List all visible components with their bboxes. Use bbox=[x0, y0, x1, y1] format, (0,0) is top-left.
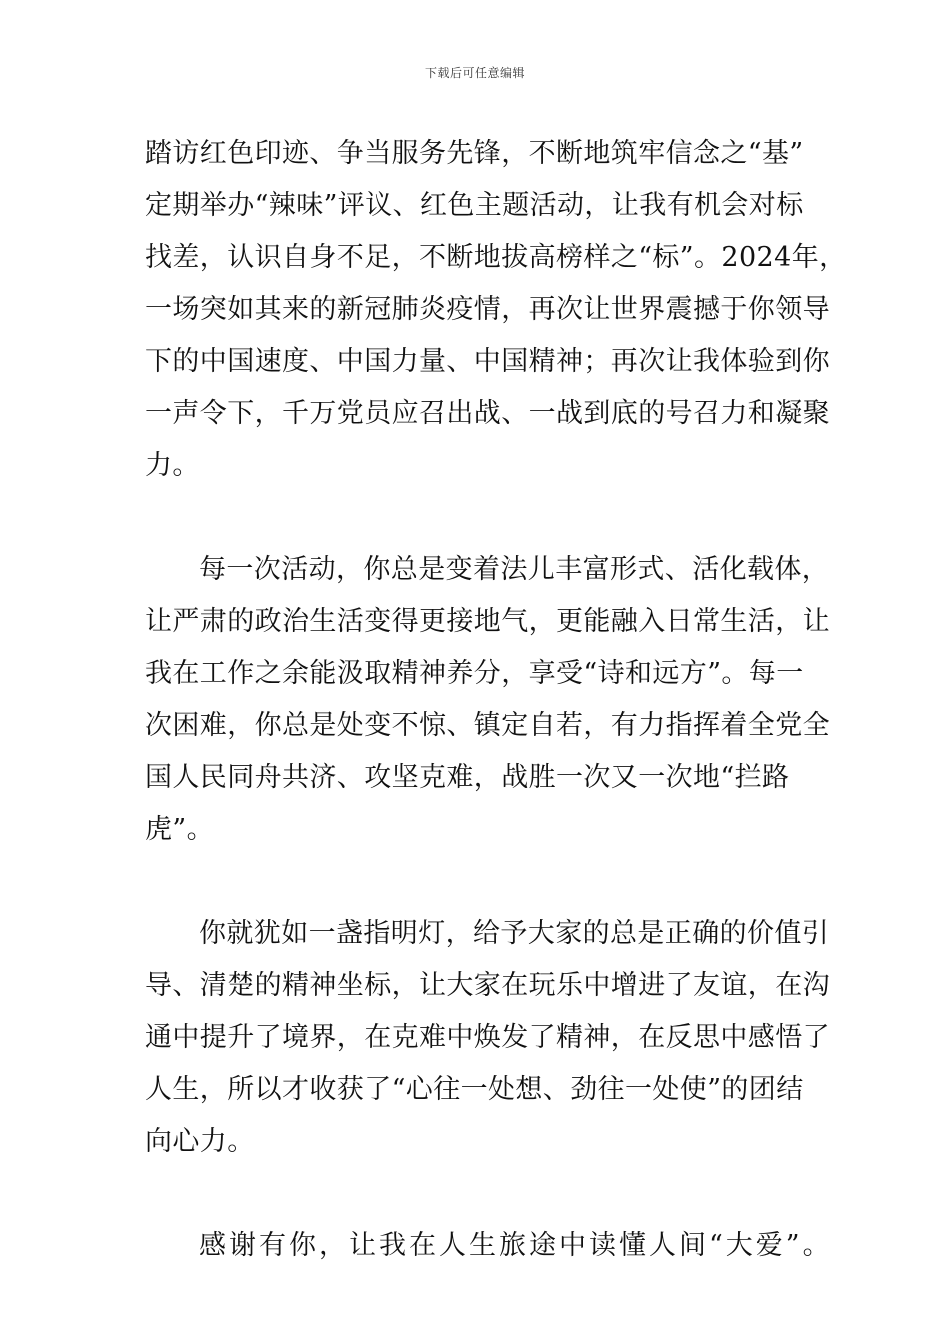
text-line: 人生，所以才收获了“心往一处想、劲往一处使”的团结 bbox=[145, 1074, 804, 1105]
text-line: 一声令下，千万党员应召出战、一战到底的号召力和凝聚 bbox=[145, 398, 830, 429]
paragraph-3 bbox=[145, 908, 830, 1168]
paragraph-spacer bbox=[145, 856, 815, 908]
text-line: 向心力。 bbox=[145, 1126, 255, 1157]
text-line: 每一次活动，你总是变着法儿丰富形式、活化载体， bbox=[199, 554, 830, 585]
text-line: 次困难，你总是处变不惊、镇定自若，有力指挥着全党全 bbox=[145, 710, 830, 741]
text-line: 定期举办“辣味”评议、红色主题活动，让我有机会对标 bbox=[145, 190, 804, 221]
text-line: 我在工作之余能汲取精神养分，享受“诗和远方”。每一 bbox=[145, 658, 804, 689]
text-line-indented bbox=[145, 908, 830, 960]
text-line-indented bbox=[145, 544, 830, 596]
text-line: 国人民同舟共济、攻坚克难，战胜一次又一次地“拦路 bbox=[145, 762, 790, 793]
paragraph-spacer bbox=[145, 1168, 815, 1220]
text-line: 找差，认识自身不足，不断地拔高榜样之“标”。2024年， bbox=[145, 242, 847, 273]
paragraph-1 bbox=[145, 128, 847, 492]
text-line: 通中提升了境界，在克难中焕发了精神，在反思中感悟了 bbox=[145, 1022, 830, 1053]
text-line: 力。 bbox=[145, 450, 200, 481]
text-line: 让严肃的政治生活变得更接地气，更能融入日常生活，让 bbox=[145, 606, 830, 637]
text-line: 导、清楚的精神坐标，让大家在玩乐中增进了友谊，在沟 bbox=[145, 970, 830, 1001]
text-line-indented bbox=[145, 1220, 833, 1272]
document-body bbox=[145, 128, 847, 1272]
paragraph-spacer bbox=[145, 492, 815, 544]
text-line: 下的中国速度、中国力量、中国精神；再次让我体验到你 bbox=[145, 346, 830, 377]
text-line: 一场突如其来的新冠肺炎疫情，再次让世界震撼于你领导 bbox=[145, 294, 830, 325]
text-line: 虎”。 bbox=[145, 814, 215, 845]
paragraph-4 bbox=[145, 1220, 833, 1272]
paragraph-2 bbox=[145, 544, 830, 856]
text-line: 感谢有你，让我在人生旅途中读懂人间“大爱”。 bbox=[199, 1230, 833, 1261]
text-line: 你就犹如一盏指明灯，给予大家的总是正确的价值引 bbox=[199, 918, 830, 949]
page-header: 下载后可任意编辑 bbox=[424, 66, 525, 80]
text-line: 踏访红色印迹、争当服务先锋，不断地筑牢信念之“基” bbox=[145, 138, 804, 169]
